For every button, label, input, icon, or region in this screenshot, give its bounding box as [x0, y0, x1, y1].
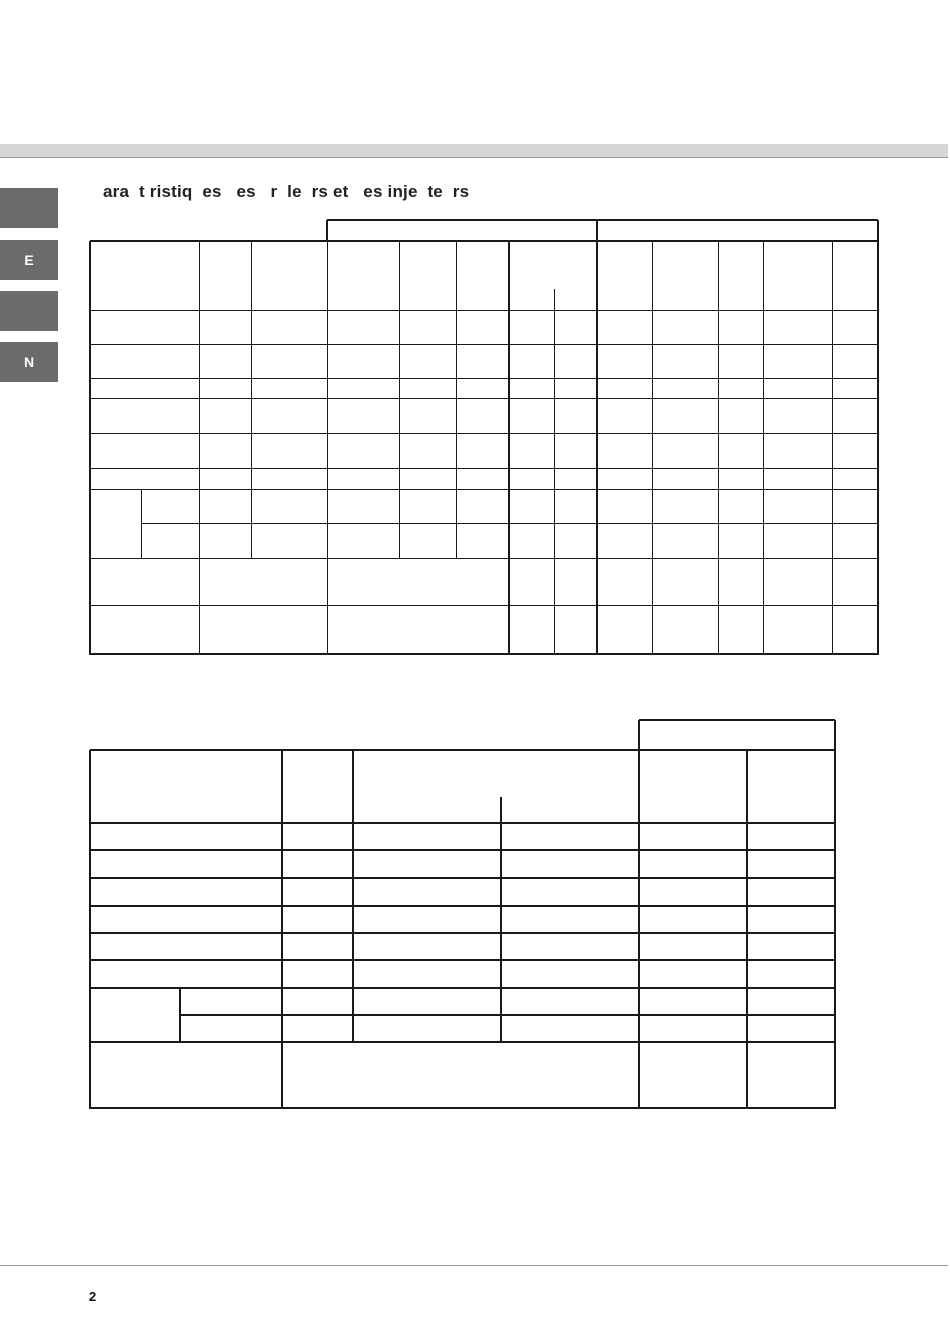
- table-rule: [832, 241, 833, 558]
- table-rule: [834, 750, 836, 1109]
- table-rule: [251, 241, 252, 558]
- language-tab-e[interactable]: E: [0, 240, 58, 280]
- table-rule: [89, 241, 91, 655]
- page-number: 2: [89, 1289, 97, 1304]
- section-title: ara t ristiq es es r le rs et es inje te rs: [103, 182, 470, 201]
- footer-rule: [0, 1265, 948, 1266]
- table-rule: [90, 1041, 835, 1043]
- language-tab-3[interactable]: [0, 291, 58, 331]
- header-band: [0, 144, 948, 157]
- table-rule: [90, 468, 878, 469]
- table-rule: [90, 398, 878, 399]
- table-rule: [199, 241, 200, 558]
- table-rule: [90, 749, 835, 751]
- table-rule: [554, 289, 555, 558]
- table-rule: [327, 558, 328, 655]
- table-rule: [638, 1042, 640, 1109]
- table-rule: [141, 489, 142, 558]
- table-rule: [90, 310, 878, 311]
- table-rule: [596, 220, 598, 241]
- table-rule: [89, 750, 91, 1109]
- table-rule: [596, 558, 598, 655]
- table-rule: [326, 220, 328, 241]
- table-rule: [832, 558, 833, 655]
- table-rule: [180, 1014, 835, 1016]
- table-rule: [763, 241, 764, 558]
- table-rule: [763, 558, 764, 655]
- table-rule: [456, 241, 457, 558]
- table-rule: [639, 719, 835, 721]
- table-rule: [90, 932, 835, 934]
- table-rule: [596, 241, 598, 558]
- table-rule: [90, 489, 878, 490]
- table-rule: [834, 720, 836, 750]
- table-rule: [90, 877, 835, 879]
- table-rule: [508, 241, 510, 558]
- table-rule: [90, 987, 835, 989]
- table-rule: [746, 750, 748, 1042]
- table-rule: [90, 240, 878, 242]
- table-rule: [281, 1042, 283, 1109]
- table-rule: [718, 241, 719, 558]
- table-rule: [399, 241, 400, 558]
- table-rule: [638, 720, 640, 750]
- table-rule: [90, 433, 878, 434]
- table-rule: [638, 750, 640, 1042]
- table-rule: [90, 849, 835, 851]
- table-rule: [500, 797, 502, 1042]
- table-rule: [90, 558, 878, 559]
- table-rule: [352, 750, 354, 1042]
- table-rule: [327, 219, 878, 221]
- table-rule: [90, 959, 835, 961]
- language-tab-n[interactable]: N: [0, 342, 58, 382]
- table-rule: [90, 905, 835, 907]
- table-rule: [746, 1042, 748, 1109]
- table-rule: [199, 558, 200, 655]
- table-rule: [718, 558, 719, 655]
- language-tab-1[interactable]: [0, 188, 58, 228]
- table-rule: [877, 220, 879, 241]
- table-rule: [327, 241, 328, 558]
- table-rule: [90, 653, 878, 655]
- table-rule: [554, 558, 555, 655]
- table-rule: [90, 822, 835, 824]
- table-rule: [179, 988, 181, 1042]
- header-band-rule: [0, 157, 948, 158]
- table-rule: [90, 605, 878, 606]
- table-rule: [652, 241, 653, 558]
- table-rule: [652, 558, 653, 655]
- table-rule: [90, 378, 878, 379]
- table-rule: [508, 558, 510, 655]
- table-rule: [877, 241, 879, 655]
- table-rule: [90, 1107, 835, 1109]
- table-rule: [90, 344, 878, 345]
- table-rule: [281, 750, 283, 1042]
